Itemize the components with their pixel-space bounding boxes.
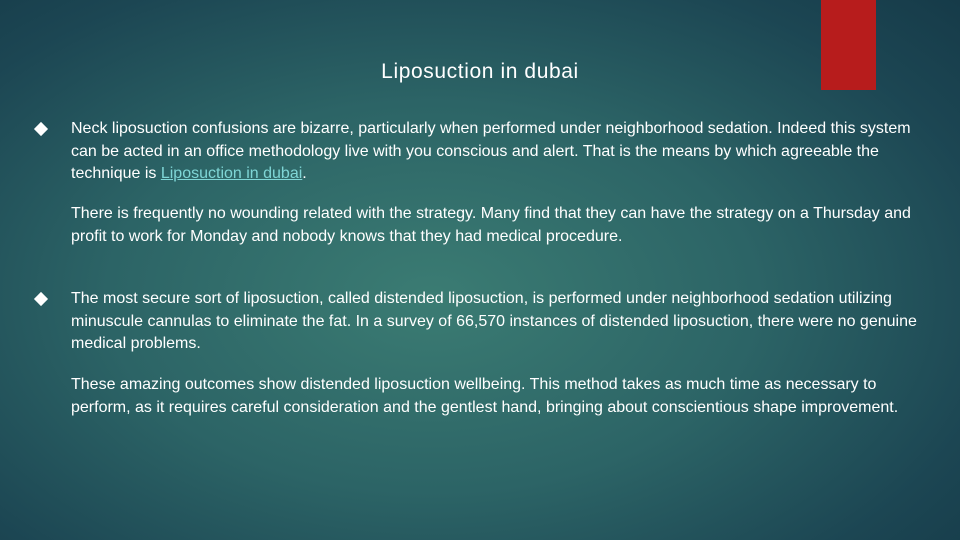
diamond-bullet-icon [34,292,48,306]
bullet-1-text: Neck liposuction confusions are bizarre, particularly when performed under neighborhood sedation. Indeed this system can be acted in an office methodology live with you conscious and alert. That is the means by which agreeable the technique is [71,120,911,182]
bullet-1-paragraph [71,118,931,186]
diamond-bullet-icon [34,122,48,136]
liposuction-dubai-link[interactable]: Liposuction in dubai [160,165,303,182]
bullet-2-paragraph: The most secure sort of liposuction, called distended liposuction, is performed under neighborhood sedation utilizing minuscule cannulas to eliminate the fat. In a survey of 66,570 instances of distended liposuction, there were no genuine medical problems. [71,290,917,352]
bullet-1-text-end: . [302,165,307,182]
bullet-2-subparagraph: These amazing outcomes show distended liposuction wellbeing. This method takes as much time as necessary to perform, as it requires careful consideration and the gentlest hand, bringing about conscientious shape improvement. [71,376,899,416]
bullet-1-subparagraph: There is frequently no wounding related with the strategy. Many find that they can have the strategy on a Thursday and profit to work for Monday and nobody knows that they had medical procedure. [71,205,911,245]
slide-title: Liposuction in dubai [381,60,579,83]
